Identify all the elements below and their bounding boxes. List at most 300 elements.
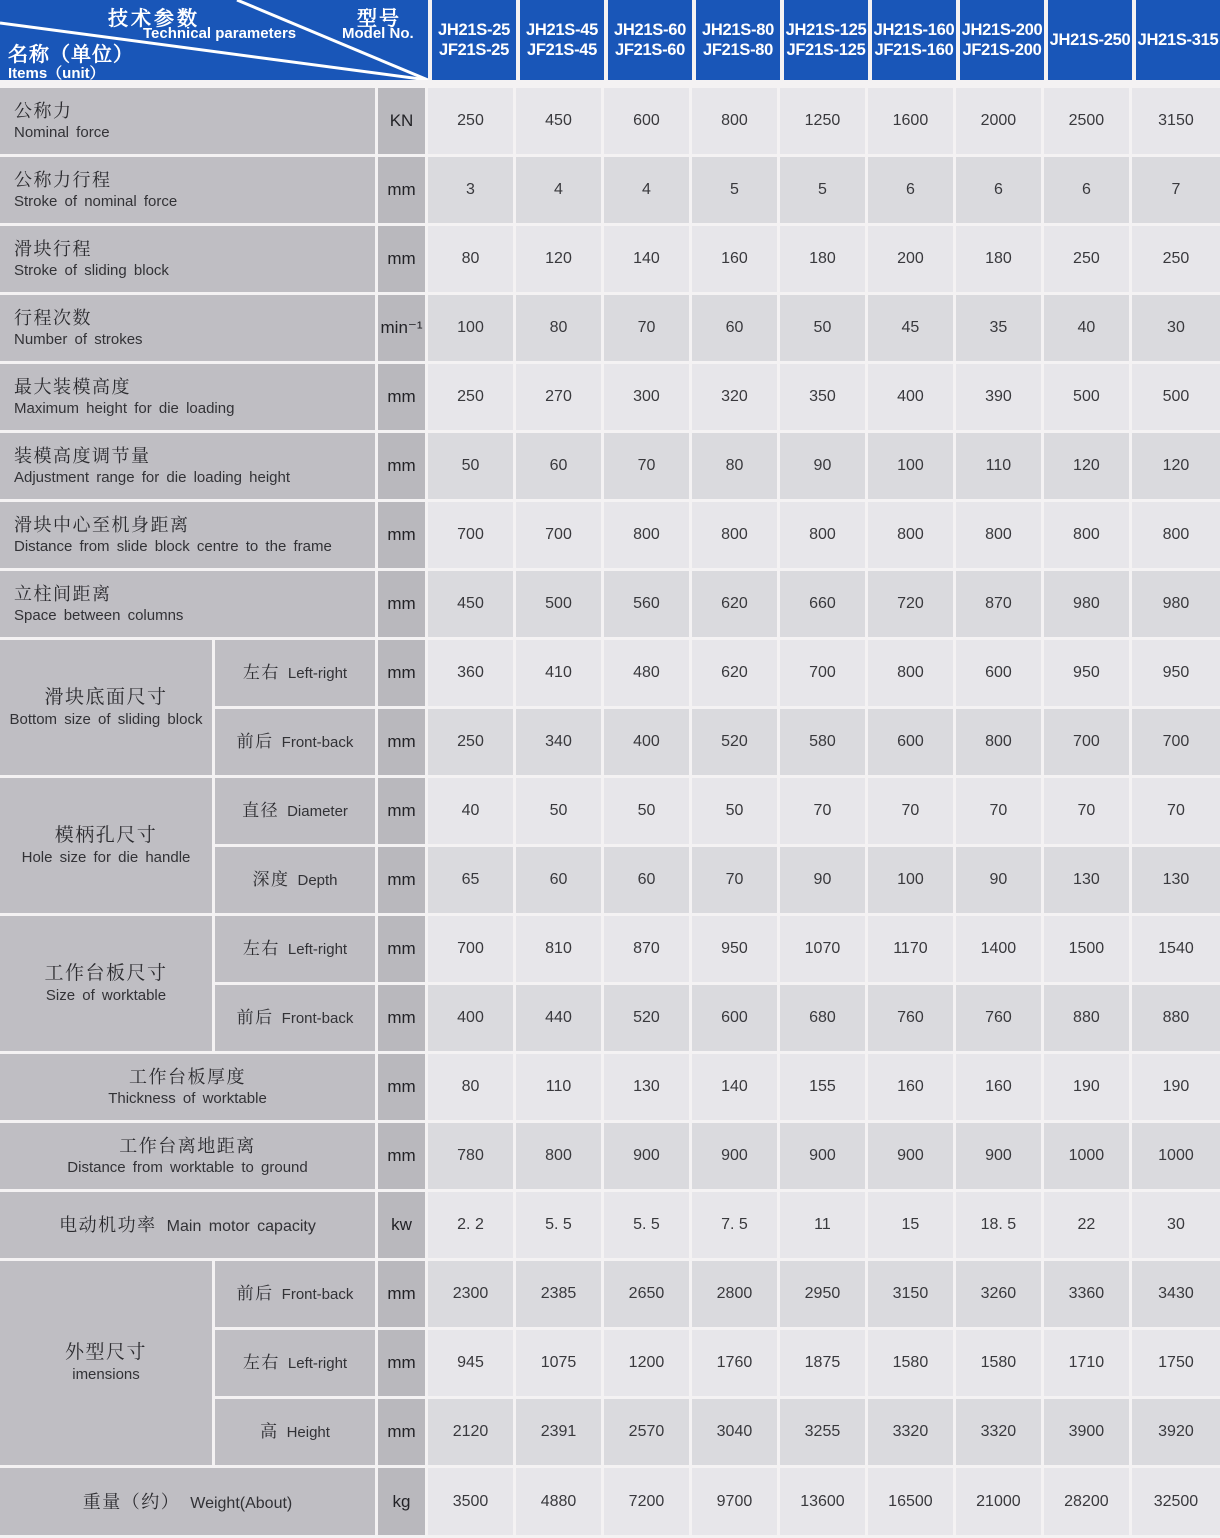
value-cell: 200 <box>868 226 956 295</box>
row-sub-label-en: Height <box>286 1424 330 1441</box>
value-cell: 30 <box>1132 1192 1220 1261</box>
value-cell: 250 <box>428 364 516 433</box>
value-cell: 1000 <box>1044 1123 1132 1192</box>
value-cell: 70 <box>868 778 956 847</box>
row-unit: kg <box>378 1468 428 1538</box>
value-cell: 870 <box>604 916 692 985</box>
row-label-cn: 装模高度调节量 <box>14 446 151 466</box>
value-cell: 760 <box>956 985 1044 1054</box>
row-label <box>0 1054 378 1123</box>
value-cell: 400 <box>428 985 516 1054</box>
value-cell: 800 <box>1044 502 1132 571</box>
value-cell: 5 <box>780 157 868 226</box>
row-unit: mm <box>378 1399 428 1468</box>
value-cell: 180 <box>780 226 868 295</box>
value-cell: 1875 <box>780 1330 868 1399</box>
model-header <box>696 0 780 80</box>
value-cell: 70 <box>604 295 692 364</box>
value-cell: 70 <box>692 847 780 916</box>
value-cell: 35 <box>956 295 1044 364</box>
value-cell: 520 <box>604 985 692 1054</box>
value-cell: 880 <box>1044 985 1132 1054</box>
value-cell: 80 <box>516 295 604 364</box>
value-cell: 160 <box>692 226 780 295</box>
row-group-label <box>0 1261 215 1468</box>
value-cell: 2385 <box>516 1261 604 1330</box>
row-label <box>0 502 378 571</box>
row-sub-label <box>215 640 378 709</box>
value-cell: 700 <box>1044 709 1132 778</box>
value-cell: 3900 <box>1044 1399 1132 1468</box>
row-unit: mm <box>378 778 428 847</box>
table-row <box>0 1261 1220 1330</box>
value-cell: 680 <box>780 985 868 1054</box>
value-cell: 2391 <box>516 1399 604 1468</box>
value-cell: 5 <box>692 157 780 226</box>
row-label-en: Distance from worktable to ground <box>67 1159 308 1176</box>
value-cell: 900 <box>604 1123 692 1192</box>
row-sub-label-en: Left-right <box>287 665 348 682</box>
row-label-cn: 行程次数 <box>14 308 92 328</box>
value-cell: 980 <box>1132 571 1220 640</box>
value-cell: 3430 <box>1132 1261 1220 1330</box>
value-cell: 1760 <box>692 1330 780 1399</box>
value-cell: 900 <box>692 1123 780 1192</box>
row-unit: mm <box>378 847 428 916</box>
value-cell: 800 <box>780 502 868 571</box>
model-name-line1: JH21S-250 <box>1049 31 1131 49</box>
row-group-label-en: Size of worktable <box>45 986 167 1004</box>
corner-top-label-cn: 技术参数 <box>108 8 200 30</box>
value-cell: 140 <box>604 226 692 295</box>
value-cell: 130 <box>604 1054 692 1123</box>
value-cell: 980 <box>1044 571 1132 640</box>
row-unit: mm <box>378 709 428 778</box>
model-name-line2: JF21S-160 <box>874 41 954 59</box>
corner-left-label-cn: 名称（单位） <box>8 44 134 66</box>
table-row <box>0 88 1220 157</box>
model-name-line1: JH21S-200 <box>961 21 1043 39</box>
row-label-cn: 公称力行程 <box>14 170 112 190</box>
row-label <box>0 571 378 640</box>
value-cell: 5. 5 <box>516 1192 604 1261</box>
row-sub-label-en: Depth <box>297 872 338 889</box>
row-unit: mm <box>378 433 428 502</box>
row-group-label-en: Hole size for die handle <box>21 848 191 866</box>
value-cell: 100 <box>868 847 956 916</box>
row-sub-label-cn: 直径 <box>242 801 280 820</box>
value-cell: 90 <box>780 847 868 916</box>
value-cell: 1070 <box>780 916 868 985</box>
row-sub-label-en: Front-back <box>281 1286 354 1303</box>
value-cell: 500 <box>1132 364 1220 433</box>
value-cell: 21000 <box>956 1468 1044 1538</box>
value-cell: 3360 <box>1044 1261 1132 1330</box>
row-label-cn: 滑块行程 <box>14 239 92 259</box>
value-cell: 60 <box>604 847 692 916</box>
table-row <box>0 433 1220 502</box>
model-header <box>872 0 956 80</box>
row-label-cn: 公称力 <box>14 101 73 121</box>
row-label-en: Maximum height for die loading <box>14 400 235 417</box>
value-cell: 320 <box>692 364 780 433</box>
corner-right-label-cn: 型号 <box>357 8 401 30</box>
row-sub-label <box>215 1399 378 1468</box>
value-cell: 70 <box>604 433 692 502</box>
row-unit: mm <box>378 364 428 433</box>
value-cell: 100 <box>868 433 956 502</box>
value-cell: 4 <box>604 157 692 226</box>
value-cell: 2800 <box>692 1261 780 1330</box>
row-group-label-cn: 外型尺寸 <box>64 1342 147 1363</box>
row-unit: mm <box>378 226 428 295</box>
value-cell: 2. 2 <box>428 1192 516 1261</box>
table-row <box>0 1123 1220 1192</box>
value-cell: 120 <box>516 226 604 295</box>
value-cell: 880 <box>1132 985 1220 1054</box>
value-cell: 9700 <box>692 1468 780 1538</box>
value-cell: 3150 <box>868 1261 956 1330</box>
table-row <box>0 1054 1220 1123</box>
value-cell: 560 <box>604 571 692 640</box>
corner-right-label-en: Model No. <box>342 25 414 42</box>
value-cell: 1710 <box>1044 1330 1132 1399</box>
value-cell: 70 <box>1044 778 1132 847</box>
row-label-en: Weight(About) <box>190 1494 293 1512</box>
value-cell: 500 <box>1044 364 1132 433</box>
model-name-line1: JH21S-160 <box>873 21 955 39</box>
model-header <box>1048 0 1132 80</box>
value-cell: 4880 <box>516 1468 604 1538</box>
value-cell: 70 <box>956 778 1044 847</box>
value-cell: 1200 <box>604 1330 692 1399</box>
row-label-cn: 工作台离地距离 <box>119 1136 256 1156</box>
value-cell: 780 <box>428 1123 516 1192</box>
model-name-line2: JF21S-25 <box>438 41 510 59</box>
value-cell: 3 <box>428 157 516 226</box>
value-cell: 390 <box>956 364 1044 433</box>
model-name-line1: JH21S-45 <box>526 21 598 39</box>
value-cell: 2120 <box>428 1399 516 1468</box>
value-cell: 50 <box>516 778 604 847</box>
value-cell: 800 <box>516 1123 604 1192</box>
row-sub-label-en: Left-right <box>287 941 348 958</box>
value-cell: 3260 <box>956 1261 1044 1330</box>
value-cell: 3320 <box>956 1399 1044 1468</box>
value-cell: 1750 <box>1132 1330 1220 1399</box>
value-cell: 155 <box>780 1054 868 1123</box>
row-sub-label <box>215 847 378 916</box>
value-cell: 620 <box>692 640 780 709</box>
value-cell: 800 <box>692 88 780 157</box>
value-cell: 7 <box>1132 157 1220 226</box>
model-column-headers <box>432 0 1220 80</box>
value-cell: 800 <box>956 709 1044 778</box>
value-cell: 800 <box>868 640 956 709</box>
value-cell: 60 <box>692 295 780 364</box>
value-cell: 250 <box>1132 226 1220 295</box>
row-label-en: Adjustment range for die loading height <box>14 469 291 486</box>
model-name-line1: JH21S-125 <box>785 21 867 39</box>
value-cell: 32500 <box>1132 1468 1220 1538</box>
row-unit: KN <box>378 88 428 157</box>
value-cell: 130 <box>1044 847 1132 916</box>
value-cell: 160 <box>868 1054 956 1123</box>
value-cell: 1500 <box>1044 916 1132 985</box>
value-cell: 250 <box>1044 226 1132 295</box>
row-label-en: Thickness of worktable <box>108 1090 267 1107</box>
row-sub-label <box>215 916 378 985</box>
row-label-cn: 立柱间距离 <box>14 584 112 604</box>
value-cell: 120 <box>1132 433 1220 502</box>
row-label-en: Nominal force <box>14 124 110 141</box>
value-cell: 250 <box>428 709 516 778</box>
row-label-en: Main motor capacity <box>166 1218 316 1235</box>
row-unit: mm <box>378 916 428 985</box>
model-header <box>784 0 868 80</box>
row-label-cn: 滑块中心至机身距离 <box>14 515 190 535</box>
row-unit: mm <box>378 571 428 640</box>
value-cell: 2300 <box>428 1261 516 1330</box>
value-cell: 40 <box>1044 295 1132 364</box>
row-unit: mm <box>378 1261 428 1330</box>
table-row <box>0 364 1220 433</box>
value-cell: 3255 <box>780 1399 868 1468</box>
header-corner-cell <box>0 0 428 80</box>
value-cell: 900 <box>868 1123 956 1192</box>
value-cell: 50 <box>692 778 780 847</box>
row-label-en: Distance from slide block centre to the frame <box>14 538 332 555</box>
value-cell: 11 <box>780 1192 868 1261</box>
row-unit: mm <box>378 1054 428 1123</box>
row-group-label-cn: 滑块底面尺寸 <box>44 686 168 708</box>
model-name-line1: JH21S-315 <box>1137 31 1219 49</box>
value-cell: 7200 <box>604 1468 692 1538</box>
row-group-label-cn: 工作台板尺寸 <box>44 962 168 984</box>
value-cell: 620 <box>692 571 780 640</box>
row-label <box>0 157 378 226</box>
value-cell: 800 <box>604 502 692 571</box>
row-label <box>0 364 378 433</box>
value-cell: 140 <box>692 1054 780 1123</box>
value-cell: 700 <box>780 640 868 709</box>
row-sub-label-cn: 左右 <box>242 939 280 958</box>
spec-table <box>0 88 1220 1538</box>
value-cell: 1580 <box>956 1330 1044 1399</box>
value-cell: 870 <box>956 571 1044 640</box>
value-cell: 950 <box>1132 640 1220 709</box>
value-cell: 500 <box>516 571 604 640</box>
value-cell: 45 <box>868 295 956 364</box>
value-cell: 700 <box>428 502 516 571</box>
value-cell: 1600 <box>868 88 956 157</box>
value-cell: 50 <box>780 295 868 364</box>
value-cell: 810 <box>516 916 604 985</box>
value-cell: 600 <box>956 640 1044 709</box>
row-label <box>0 226 378 295</box>
model-name-line2: JF21S-125 <box>786 41 866 59</box>
row-label-cn: 重量（约） <box>82 1491 181 1512</box>
row-unit: mm <box>378 985 428 1054</box>
value-cell: 400 <box>604 709 692 778</box>
value-cell: 130 <box>1132 847 1220 916</box>
value-cell: 70 <box>1132 778 1220 847</box>
row-unit: mm <box>378 1330 428 1399</box>
row-label-cn: 电动机功率 <box>59 1215 157 1235</box>
value-cell: 800 <box>692 502 780 571</box>
value-cell: 950 <box>1044 640 1132 709</box>
row-group-label <box>0 916 215 1054</box>
model-name-line2: JF21S-60 <box>614 41 686 59</box>
row-label-en: Space between columns <box>14 607 184 624</box>
value-cell: 900 <box>780 1123 868 1192</box>
value-cell: 720 <box>868 571 956 640</box>
value-cell: 900 <box>956 1123 1044 1192</box>
table-row <box>0 571 1220 640</box>
row-label-en: Stroke of nominal force <box>14 193 178 210</box>
value-cell: 350 <box>780 364 868 433</box>
value-cell: 580 <box>780 709 868 778</box>
value-cell: 28200 <box>1044 1468 1132 1538</box>
value-cell: 2650 <box>604 1261 692 1330</box>
model-name-line2: JF21S-45 <box>526 41 598 59</box>
row-sub-label-cn: 左右 <box>242 1353 280 1372</box>
row-sub-label-cn: 高 <box>260 1422 279 1441</box>
value-cell: 400 <box>868 364 956 433</box>
row-sub-label-en: Front-back <box>281 734 354 751</box>
model-name-line1: JH21S-80 <box>702 21 774 39</box>
value-cell: 6 <box>1044 157 1132 226</box>
value-cell: 440 <box>516 985 604 1054</box>
model-header <box>960 0 1044 80</box>
value-cell: 270 <box>516 364 604 433</box>
model-name-line2: JF21S-200 <box>962 41 1042 59</box>
value-cell: 360 <box>428 640 516 709</box>
value-cell: 600 <box>692 985 780 1054</box>
corner-top-label-en: Technical parameters <box>143 25 297 42</box>
value-cell: 90 <box>956 847 1044 916</box>
value-cell: 3500 <box>428 1468 516 1538</box>
value-cell: 3920 <box>1132 1399 1220 1468</box>
table-row <box>0 916 1220 985</box>
row-sub-label-cn: 左右 <box>242 663 280 682</box>
value-cell: 2570 <box>604 1399 692 1468</box>
value-cell: 250 <box>428 88 516 157</box>
model-name-line1: JH21S-25 <box>438 21 510 39</box>
row-sub-label-cn: 前后 <box>236 1008 274 1027</box>
value-cell: 22 <box>1044 1192 1132 1261</box>
row-unit: mm <box>378 640 428 709</box>
row-sub-label-cn: 前后 <box>236 732 274 751</box>
row-sub-label <box>215 1261 378 1330</box>
value-cell: 110 <box>516 1054 604 1123</box>
value-cell: 160 <box>956 1054 1044 1123</box>
value-cell: 40 <box>428 778 516 847</box>
row-group-label <box>0 778 215 916</box>
value-cell: 80 <box>428 1054 516 1123</box>
value-cell: 410 <box>516 640 604 709</box>
row-group-label-cn: 模柄孔尺寸 <box>54 824 158 846</box>
value-cell: 50 <box>604 778 692 847</box>
value-cell: 120 <box>1044 433 1132 502</box>
value-cell: 16500 <box>868 1468 956 1538</box>
value-cell: 1250 <box>780 88 868 157</box>
value-cell: 450 <box>516 88 604 157</box>
value-cell: 100 <box>428 295 516 364</box>
table-header <box>0 0 1220 88</box>
table-row <box>0 640 1220 709</box>
value-cell: 2500 <box>1044 88 1132 157</box>
value-cell: 945 <box>428 1330 516 1399</box>
row-label <box>0 1192 378 1261</box>
value-cell: 60 <box>516 433 604 502</box>
row-sub-label-en: Left-right <box>287 1355 348 1372</box>
value-cell: 80 <box>692 433 780 502</box>
row-label <box>0 1468 378 1538</box>
value-cell: 1400 <box>956 916 1044 985</box>
value-cell: 190 <box>1132 1054 1220 1123</box>
value-cell: 3040 <box>692 1399 780 1468</box>
value-cell: 1000 <box>1132 1123 1220 1192</box>
table-row <box>0 226 1220 295</box>
row-sub-label-cn: 前后 <box>236 1284 274 1303</box>
row-sub-label-en: Front-back <box>281 1010 354 1027</box>
value-cell: 760 <box>868 985 956 1054</box>
table-row <box>0 295 1220 364</box>
value-cell: 70 <box>780 778 868 847</box>
model-name-line1: JH21S-60 <box>614 21 686 39</box>
row-group-label <box>0 640 215 778</box>
row-sub-label <box>215 985 378 1054</box>
value-cell: 6 <box>956 157 1044 226</box>
value-cell: 700 <box>516 502 604 571</box>
table-row <box>0 1192 1220 1261</box>
value-cell: 80 <box>428 226 516 295</box>
value-cell: 3320 <box>868 1399 956 1468</box>
value-cell: 800 <box>956 502 1044 571</box>
table-row <box>0 157 1220 226</box>
value-cell: 3150 <box>1132 88 1220 157</box>
row-label <box>0 88 378 157</box>
value-cell: 50 <box>428 433 516 502</box>
value-cell: 18. 5 <box>956 1192 1044 1261</box>
row-label-cn: 工作台板厚度 <box>129 1067 246 1087</box>
row-unit: min⁻¹ <box>378 295 428 364</box>
value-cell: 300 <box>604 364 692 433</box>
row-label-en: Stroke of sliding block <box>14 262 169 279</box>
value-cell: 60 <box>516 847 604 916</box>
value-cell: 2000 <box>956 88 1044 157</box>
value-cell: 7. 5 <box>692 1192 780 1261</box>
value-cell: 480 <box>604 640 692 709</box>
row-label-inline <box>0 1213 375 1237</box>
value-cell: 450 <box>428 571 516 640</box>
row-label-inline <box>0 1490 375 1514</box>
value-cell: 110 <box>956 433 1044 502</box>
table-row <box>0 1468 1220 1538</box>
row-label-en: Number of strokes <box>14 331 143 348</box>
row-sub-label <box>215 1330 378 1399</box>
row-unit: mm <box>378 157 428 226</box>
value-cell: 15 <box>868 1192 956 1261</box>
row-label-cn: 最大装模高度 <box>14 377 131 397</box>
value-cell: 6 <box>868 157 956 226</box>
value-cell: 90 <box>780 433 868 502</box>
row-unit: mm <box>378 502 428 571</box>
model-header <box>432 0 516 80</box>
value-cell: 2950 <box>780 1261 868 1330</box>
model-name-line2: JF21S-80 <box>702 41 774 59</box>
